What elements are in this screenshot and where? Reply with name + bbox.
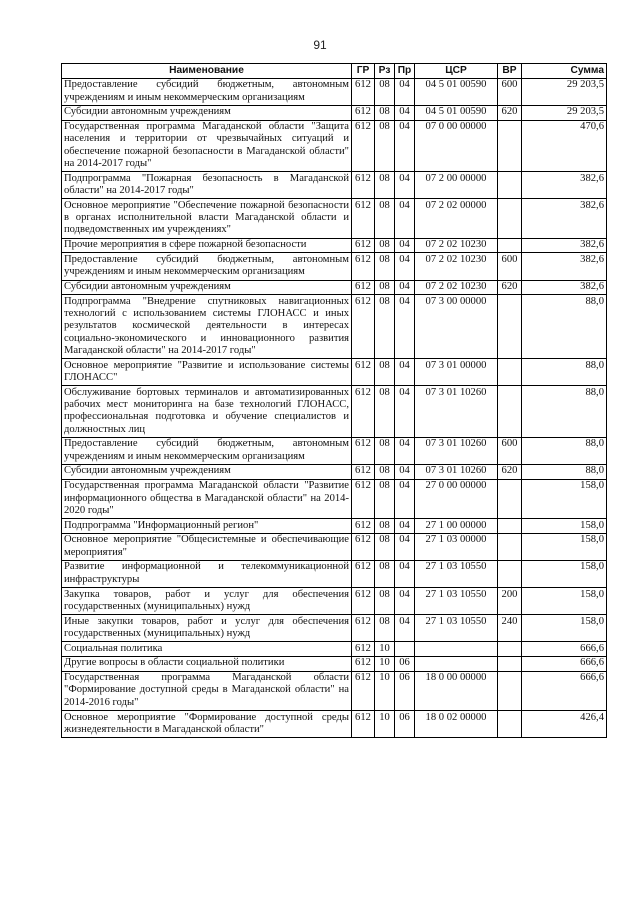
cell-vr (498, 671, 522, 710)
cell-gr: 612 (352, 238, 375, 253)
cell-pr: 04 (395, 386, 415, 438)
cell-sum: 382,6 (522, 238, 607, 253)
table-row (62, 656, 607, 671)
cell-name: Государственная программа Магаданской области "Развитие информационного общества в Магаданской области" на 2014-2020 годы" (62, 479, 352, 518)
table-row (62, 671, 607, 710)
cell-sum: 158,0 (522, 560, 607, 587)
cell-csr (415, 642, 498, 657)
cell-name: Субсидии автономным учреждениям (62, 280, 352, 295)
cell-sum: 88,0 (522, 386, 607, 438)
cell-sum: 158,0 (522, 479, 607, 518)
table-row (62, 615, 607, 642)
table-row (62, 199, 607, 238)
cell-vr (498, 199, 522, 238)
cell-vr (498, 479, 522, 518)
cell-csr: 07 2 02 10230 (415, 253, 498, 280)
table-row (62, 479, 607, 518)
table-header-row (62, 64, 607, 79)
cell-csr: 07 3 01 10260 (415, 386, 498, 438)
cell-rz: 08 (375, 359, 395, 386)
cell-pr (395, 642, 415, 657)
cell-gr: 612 (352, 560, 375, 587)
cell-gr: 612 (352, 711, 375, 738)
cell-rz: 10 (375, 671, 395, 710)
cell-sum: 382,6 (522, 280, 607, 295)
cell-vr: 620 (498, 280, 522, 295)
header-name: Наименование (62, 64, 352, 79)
cell-gr: 612 (352, 533, 375, 560)
table-row (62, 359, 607, 386)
cell-pr: 04 (395, 359, 415, 386)
header-rz: Рз (375, 64, 395, 79)
cell-rz: 08 (375, 199, 395, 238)
cell-csr: 18 0 02 00000 (415, 711, 498, 738)
cell-sum: 158,0 (522, 615, 607, 642)
cell-sum: 382,6 (522, 253, 607, 280)
cell-rz: 08 (375, 533, 395, 560)
cell-vr (498, 711, 522, 738)
cell-pr: 04 (395, 238, 415, 253)
cell-name: Государственная программа Магаданской области "Защита населения и территории от чрезвычайных ситуаций и обеспечение пожарной безопасности в Магаданской области" на 2014-2017 годы" (62, 120, 352, 172)
cell-csr: 07 2 00 00000 (415, 172, 498, 199)
table-row (62, 280, 607, 295)
table-row (62, 386, 607, 438)
header-gr: ГР (352, 64, 375, 79)
cell-csr: 27 1 03 10550 (415, 560, 498, 587)
cell-name: Обслуживание бортовых терминалов и автоматизированных рабочих мест мониторинга на базе технологий ГЛОНАСС, профессиональная подготовка и обучение специалистов и должностных лиц (62, 386, 352, 438)
cell-sum: 666,6 (522, 642, 607, 657)
cell-gr: 612 (352, 642, 375, 657)
cell-gr: 612 (352, 359, 375, 386)
cell-gr: 612 (352, 199, 375, 238)
cell-vr (498, 560, 522, 587)
table-row (62, 464, 607, 479)
cell-rz: 10 (375, 642, 395, 657)
cell-sum: 29 203,5 (522, 78, 607, 105)
table-row (62, 560, 607, 587)
cell-gr: 612 (352, 671, 375, 710)
cell-csr: 04 5 01 00590 (415, 105, 498, 120)
cell-sum: 88,0 (522, 295, 607, 359)
cell-sum: 382,6 (522, 199, 607, 238)
cell-sum: 158,0 (522, 519, 607, 534)
cell-sum: 426,4 (522, 711, 607, 738)
table-row (62, 78, 607, 105)
cell-rz: 08 (375, 120, 395, 172)
cell-pr: 04 (395, 172, 415, 199)
budget-table (61, 63, 607, 738)
cell-csr: 07 3 01 10260 (415, 464, 498, 479)
cell-csr: 07 2 02 10230 (415, 238, 498, 253)
cell-rz: 08 (375, 238, 395, 253)
header-sum: Сумма (522, 64, 607, 79)
cell-gr: 612 (352, 280, 375, 295)
cell-gr: 612 (352, 105, 375, 120)
table-row (62, 533, 607, 560)
cell-pr: 04 (395, 464, 415, 479)
table-row (62, 711, 607, 738)
cell-name: Основное мероприятие "Формирование доступной среды жизнедеятельности в Магаданской области" (62, 711, 352, 738)
cell-name: Основное мероприятие "Общесистемные и обеспечивающие мероприятия" (62, 533, 352, 560)
cell-name: Развитие информационной и телекоммуникационной инфраструктуры (62, 560, 352, 587)
cell-name: Государственная программа Магаданской области "Формирование доступной среды в Магаданской области" на 2014-2016 годы" (62, 671, 352, 710)
cell-name: Социальная политика (62, 642, 352, 657)
cell-rz: 08 (375, 560, 395, 587)
cell-gr: 612 (352, 120, 375, 172)
cell-sum: 666,6 (522, 671, 607, 710)
cell-rz: 08 (375, 437, 395, 464)
cell-name: Другие вопросы в области социальной политики (62, 656, 352, 671)
cell-vr: 620 (498, 105, 522, 120)
cell-name: Подпрограмма "Внедрение спутниковых навигационных технологий с использованием системы ГЛОНАСС и иных результатов космической деятельности в интересах социально-экономического и инновационного развития Магаданской области" на 2014-2017 годы" (62, 295, 352, 359)
cell-rz: 10 (375, 711, 395, 738)
cell-csr: 27 1 03 10550 (415, 588, 498, 615)
cell-vr (498, 656, 522, 671)
cell-pr: 04 (395, 437, 415, 464)
cell-pr: 06 (395, 656, 415, 671)
cell-name: Основное мероприятие "Развитие и использование системы ГЛОНАСС" (62, 359, 352, 386)
cell-vr (498, 533, 522, 560)
table-row (62, 105, 607, 120)
cell-gr: 612 (352, 519, 375, 534)
table-row (62, 172, 607, 199)
cell-csr: 07 3 01 00000 (415, 359, 498, 386)
cell-name: Основное мероприятие "Обеспечение пожарной безопасности в органах исполнительной власти Магаданской области и подведомственных им учреждениях" (62, 199, 352, 238)
cell-csr: 07 2 02 00000 (415, 199, 498, 238)
cell-vr (498, 519, 522, 534)
cell-pr: 06 (395, 671, 415, 710)
cell-vr (498, 642, 522, 657)
cell-name: Предоставление субсидий бюджетным, автономным учреждениям и иным некоммерческим организациям (62, 437, 352, 464)
header-csr: ЦСР (415, 64, 498, 79)
table-row (62, 588, 607, 615)
cell-sum: 158,0 (522, 588, 607, 615)
cell-csr (415, 656, 498, 671)
cell-csr: 27 1 03 00000 (415, 533, 498, 560)
cell-rz: 08 (375, 105, 395, 120)
cell-name: Подпрограмма "Информационный регион" (62, 519, 352, 534)
cell-vr (498, 238, 522, 253)
cell-csr: 27 1 03 10550 (415, 615, 498, 642)
cell-csr: 18 0 00 00000 (415, 671, 498, 710)
cell-pr: 04 (395, 560, 415, 587)
cell-name: Субсидии автономным учреждениям (62, 464, 352, 479)
cell-sum: 29 203,5 (522, 105, 607, 120)
cell-csr: 07 0 00 00000 (415, 120, 498, 172)
cell-name: Подпрограмма "Пожарная безопасность в Магаданской области" на 2014-2017 годы" (62, 172, 352, 199)
cell-vr (498, 386, 522, 438)
cell-vr (498, 359, 522, 386)
cell-pr: 04 (395, 253, 415, 280)
cell-gr: 612 (352, 656, 375, 671)
cell-name: Предоставление субсидий бюджетным, автономным учреждениям и иным некоммерческим организациям (62, 253, 352, 280)
cell-pr: 04 (395, 78, 415, 105)
cell-gr: 612 (352, 78, 375, 105)
cell-gr: 612 (352, 172, 375, 199)
cell-name: Иные закупки товаров, работ и услуг для обеспечения государственных (муниципальных) нужд (62, 615, 352, 642)
cell-pr: 04 (395, 533, 415, 560)
cell-csr: 07 3 01 10260 (415, 437, 498, 464)
cell-gr: 612 (352, 615, 375, 642)
cell-name: Субсидии автономным учреждениям (62, 105, 352, 120)
cell-pr: 06 (395, 711, 415, 738)
cell-rz: 08 (375, 615, 395, 642)
cell-vr: 600 (498, 437, 522, 464)
cell-gr: 612 (352, 464, 375, 479)
header-pr: Пр (395, 64, 415, 79)
cell-gr: 612 (352, 479, 375, 518)
cell-rz: 08 (375, 519, 395, 534)
cell-rz: 08 (375, 386, 395, 438)
cell-sum: 88,0 (522, 464, 607, 479)
cell-pr: 04 (395, 615, 415, 642)
cell-pr: 04 (395, 199, 415, 238)
cell-sum: 88,0 (522, 437, 607, 464)
cell-name: Прочие мероприятия в сфере пожарной безопасности (62, 238, 352, 253)
cell-pr: 04 (395, 295, 415, 359)
table-row (62, 437, 607, 464)
cell-pr: 04 (395, 280, 415, 295)
cell-sum: 158,0 (522, 533, 607, 560)
table-body (62, 78, 607, 737)
cell-rz: 08 (375, 295, 395, 359)
cell-gr: 612 (352, 295, 375, 359)
table-row (62, 253, 607, 280)
cell-pr: 04 (395, 120, 415, 172)
cell-rz: 08 (375, 280, 395, 295)
cell-vr (498, 295, 522, 359)
cell-sum: 666,6 (522, 656, 607, 671)
cell-name: Закупка товаров, работ и услуг для обеспечения государственных (муниципальных) нужд (62, 588, 352, 615)
cell-rz: 08 (375, 479, 395, 518)
cell-rz: 08 (375, 588, 395, 615)
cell-gr: 612 (352, 253, 375, 280)
cell-pr: 04 (395, 479, 415, 518)
cell-rz: 08 (375, 172, 395, 199)
cell-csr: 27 0 00 00000 (415, 479, 498, 518)
cell-vr: 620 (498, 464, 522, 479)
table-row (62, 120, 607, 172)
cell-vr (498, 120, 522, 172)
table-row (62, 238, 607, 253)
table-row (62, 642, 607, 657)
cell-vr: 600 (498, 78, 522, 105)
table-row (62, 519, 607, 534)
cell-vr (498, 172, 522, 199)
cell-sum: 382,6 (522, 172, 607, 199)
cell-rz: 08 (375, 253, 395, 280)
cell-rz: 10 (375, 656, 395, 671)
cell-csr: 07 2 02 10230 (415, 280, 498, 295)
cell-vr: 600 (498, 253, 522, 280)
cell-gr: 612 (352, 386, 375, 438)
cell-vr: 200 (498, 588, 522, 615)
cell-sum: 470,6 (522, 120, 607, 172)
cell-csr: 04 5 01 00590 (415, 78, 498, 105)
cell-gr: 612 (352, 588, 375, 615)
cell-rz: 08 (375, 464, 395, 479)
cell-gr: 612 (352, 437, 375, 464)
cell-rz: 08 (375, 78, 395, 105)
page-number: 91 (313, 38, 327, 52)
cell-csr: 27 1 00 00000 (415, 519, 498, 534)
cell-vr: 240 (498, 615, 522, 642)
header-vr: ВР (498, 64, 522, 79)
cell-pr: 04 (395, 105, 415, 120)
cell-csr: 07 3 00 00000 (415, 295, 498, 359)
cell-sum: 88,0 (522, 359, 607, 386)
cell-pr: 04 (395, 519, 415, 534)
cell-pr: 04 (395, 588, 415, 615)
table-row (62, 295, 607, 359)
cell-name: Предоставление субсидий бюджетным, автономным учреждениям и иным некоммерческим организациям (62, 78, 352, 105)
